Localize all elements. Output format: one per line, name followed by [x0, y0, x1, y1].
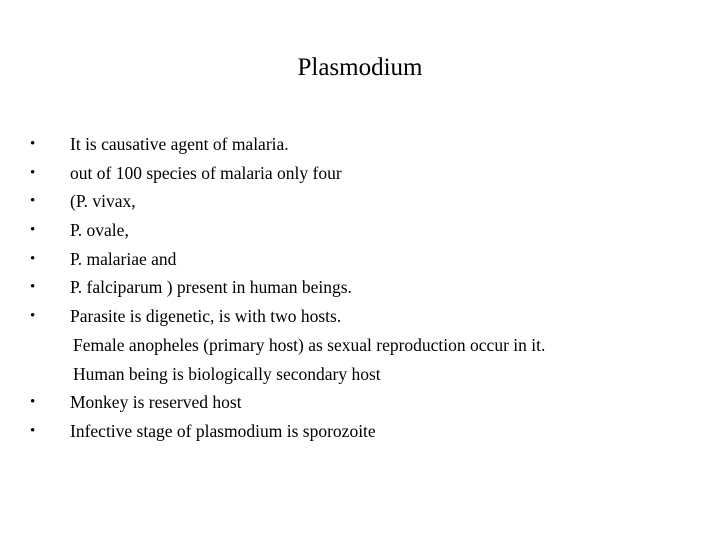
- list-item-text: Human being is biologically secondary host: [73, 363, 381, 384]
- list-item-text: (P. vivax,: [70, 191, 136, 212]
- bullet-icon: •: [30, 193, 36, 210]
- list-item-text: out of 100 species of malaria only four: [70, 162, 342, 183]
- bullet-icon: •: [30, 164, 36, 181]
- bullet-icon: •: [30, 279, 36, 296]
- list-item-text: P. falciparum ) present in human beings.: [70, 277, 352, 298]
- slide-title: Plasmodium: [297, 54, 423, 81]
- list-item-text: Infective stage of plasmodium is sporozoite: [70, 420, 376, 441]
- bullet-icon: •: [30, 422, 36, 439]
- list-item-text: Monkey is reserved host: [70, 392, 242, 413]
- bullet-icon: •: [30, 308, 36, 325]
- list-item-text: P. malariae and: [70, 248, 177, 269]
- list-item-text: It is causative agent of malaria.: [70, 134, 289, 154]
- bullet-icon: •: [30, 394, 36, 411]
- bullet-icon: •: [30, 222, 36, 239]
- list-item-text: Parasite is digenetic, is with two hosts.: [70, 306, 342, 327]
- list-item-text: Female anopheles (primary host) as sexual reproduction occur in it.: [73, 334, 546, 355]
- list-item-text: P. ovale,: [70, 220, 129, 241]
- bullet-icon: •: [30, 250, 36, 267]
- bullet-icon: •: [30, 136, 36, 152]
